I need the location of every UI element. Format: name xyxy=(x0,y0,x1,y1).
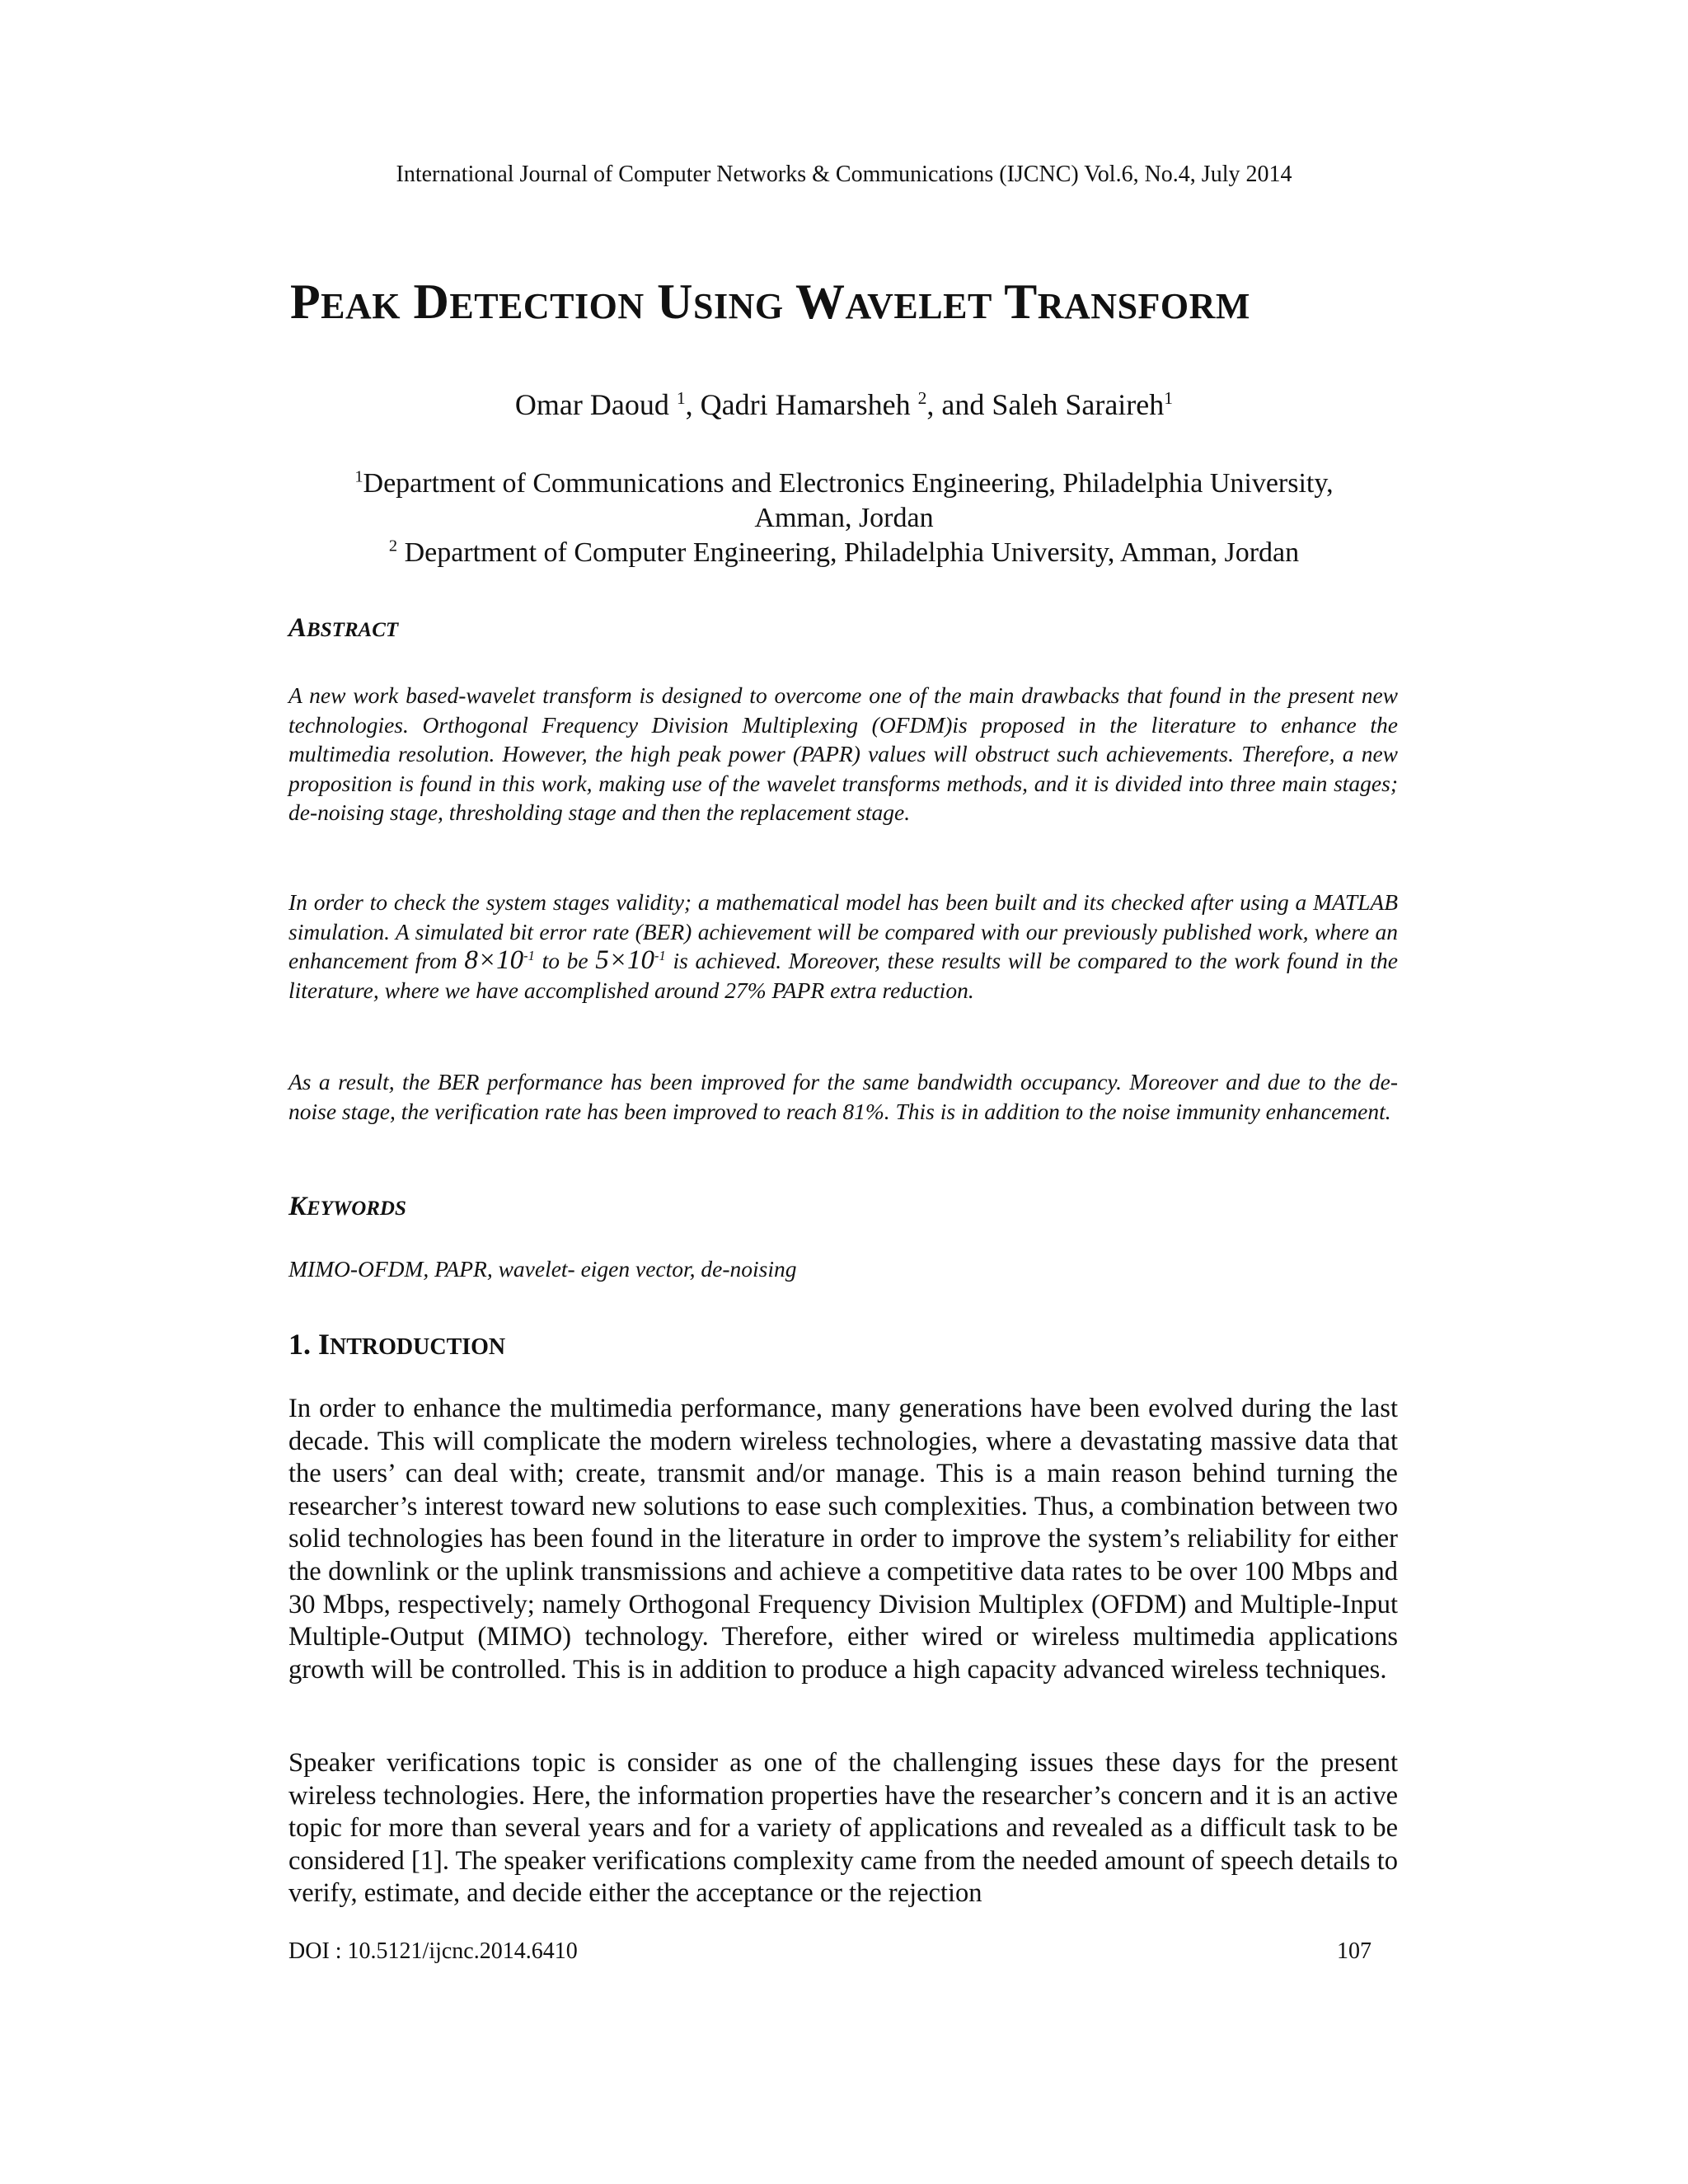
introduction-heading xyxy=(288,1327,505,1361)
title-cap-5: T xyxy=(1004,274,1038,329)
affiliation-1 xyxy=(0,466,1688,536)
author-1-affil-mark: 1 xyxy=(676,388,686,408)
introduction-number: 1. xyxy=(288,1328,318,1361)
keywords-heading xyxy=(288,1192,406,1222)
affiliation-1-line-1: Department of Communications and Electronics Engineering, Philadelphia University, xyxy=(363,468,1334,499)
ber-value-before: 8×10 xyxy=(464,945,524,976)
abstract-p2-text-c: is achieved. Moreover, these results will be compared to the work found in the literature, where we have accomplished around 27% PAPR extra reduction. xyxy=(288,948,1398,1003)
abstract-paragraph-1: A new work based-wavelet transform is designed to overcome one of the main drawbacks that found in the present new technologies. Orthogonal Frequency Division Multiplexing (OFDM)is proposed in the literature to enhance the multimedia resolution. However, the high peak power (PAPR) values will obstruct such achievements. Therefore, a new proposition is found in this work, making use of the wavelet transforms methods, and it is divided into three main stages; de-noising stage, thresholding stage and then the replacement stage. xyxy=(288,682,1398,826)
ber-value-after: 5×10 xyxy=(595,945,655,976)
introduction-paragraph-2: Speaker verifications topic is consider as one of the challenging issues these days for the present wireless technologies. Here, the information properties have the researcher’s concern and it is an active topic for more than several years and for a variety of applications and revealed as a difficult task to be considered [1]. The speaker verifications complexity came from the needed amount of speech details to verify, estimate, and decide either the acceptance or the rejection xyxy=(288,1748,1398,1909)
author-list xyxy=(0,387,1688,422)
affiliation-1-mark: 1 xyxy=(354,467,363,486)
keywords-list: MIMO-OFDM, PAPR, wavelet- eigen vector, de-noising xyxy=(288,1256,797,1282)
title-cap-2: D xyxy=(413,274,450,329)
author-1: Omar Daoud xyxy=(514,388,677,421)
abstract-heading-cap: A xyxy=(288,613,307,643)
ber-value-before-exponent: -1 xyxy=(523,948,535,964)
author-2: , Qadri Hamarsheh xyxy=(685,388,918,421)
abstract-paragraph-2 xyxy=(288,888,1398,1005)
abstract-heading-rest: BSTRACT xyxy=(307,619,399,641)
title-rest-1: EAK xyxy=(321,286,401,326)
abstract-p2-text-b: to be xyxy=(534,948,596,974)
footer-page-number: 107 xyxy=(1337,1938,1372,1964)
affiliation-2-mark: 2 xyxy=(388,537,398,555)
title-cap-4: W xyxy=(795,274,846,329)
author-2-affil-mark: 2 xyxy=(917,388,927,408)
keywords-heading-rest: EYWORDS xyxy=(307,1197,406,1220)
abstract-p2-text-a: In order to check the system stages validity; a mathematical model has been built and its checked after using a MATLAB simulation. A simulated bit error rate (BER) achievement will be compared with our previously published work, where an enhancement from xyxy=(288,889,1398,974)
affiliation-2 xyxy=(0,536,1688,570)
paper-title xyxy=(290,274,1444,329)
author-3-affil-mark: 1 xyxy=(1164,388,1174,408)
introduction-heading-rest: NTRODUCTION xyxy=(330,1334,506,1360)
introduction-paragraph-1: In order to enhance the multimedia performance, many generations have been evolved during the last decade. This will complicate the modern wireless technologies, where a devastating massive data that the users’ can deal with; create, transmit and/or manage. This is a main reason behind turning the researcher’s interest toward new solutions to ease such complexities. Thus, a combination between two solid technologies has been found in the literature in order to improve the system’s reliability for either the downlink or the uplink transmissions and achieve a competitive data rates to be over 100 Mbps and 30 Mbps, respectively; namely Orthogonal Frequency Division Multiplex (OFDM) and Multiple-Input Multiple-Output (MIMO) technology. Therefore, either wired or wireless multimedia applications growth will be controlled. This is in addition to produce a high capacity advanced wireless techniques. xyxy=(288,1394,1398,1685)
title-rest-4: AVELET xyxy=(845,286,992,326)
affiliation-1-line-2: Amman, Jordan xyxy=(754,503,934,533)
footer-doi: DOI : 10.5121/ijcnc.2014.6410 xyxy=(288,1938,578,1964)
running-head: International Journal of Computer Networks & Communications (IJCNC) Vol.6, No.4, July 2014 xyxy=(396,162,1292,187)
title-rest-5: RANSFORM xyxy=(1037,286,1250,326)
title-cap-1: P xyxy=(290,274,321,329)
affiliation-2-text: Department of Computer Engineering, Philadelphia University, Amman, Jordan xyxy=(397,537,1300,568)
introduction-heading-cap: I xyxy=(318,1328,331,1361)
title-cap-3: U xyxy=(657,274,693,329)
ber-value-after-exponent: -1 xyxy=(654,948,666,964)
abstract-paragraph-3: As a result, the BER performance has been improved for the same bandwidth occupancy. Moreover and due to the de-noise stage, the verification rate has been improved to reach 81%. This is in addition to the noise immunity enhancement. xyxy=(288,1069,1398,1124)
title-rest-2: ETECTION xyxy=(449,286,645,326)
author-3: , and Saleh Saraireh xyxy=(926,388,1165,421)
title-rest-3: SING xyxy=(693,286,784,326)
abstract-heading xyxy=(288,613,398,644)
keywords-heading-cap: K xyxy=(288,1192,307,1221)
